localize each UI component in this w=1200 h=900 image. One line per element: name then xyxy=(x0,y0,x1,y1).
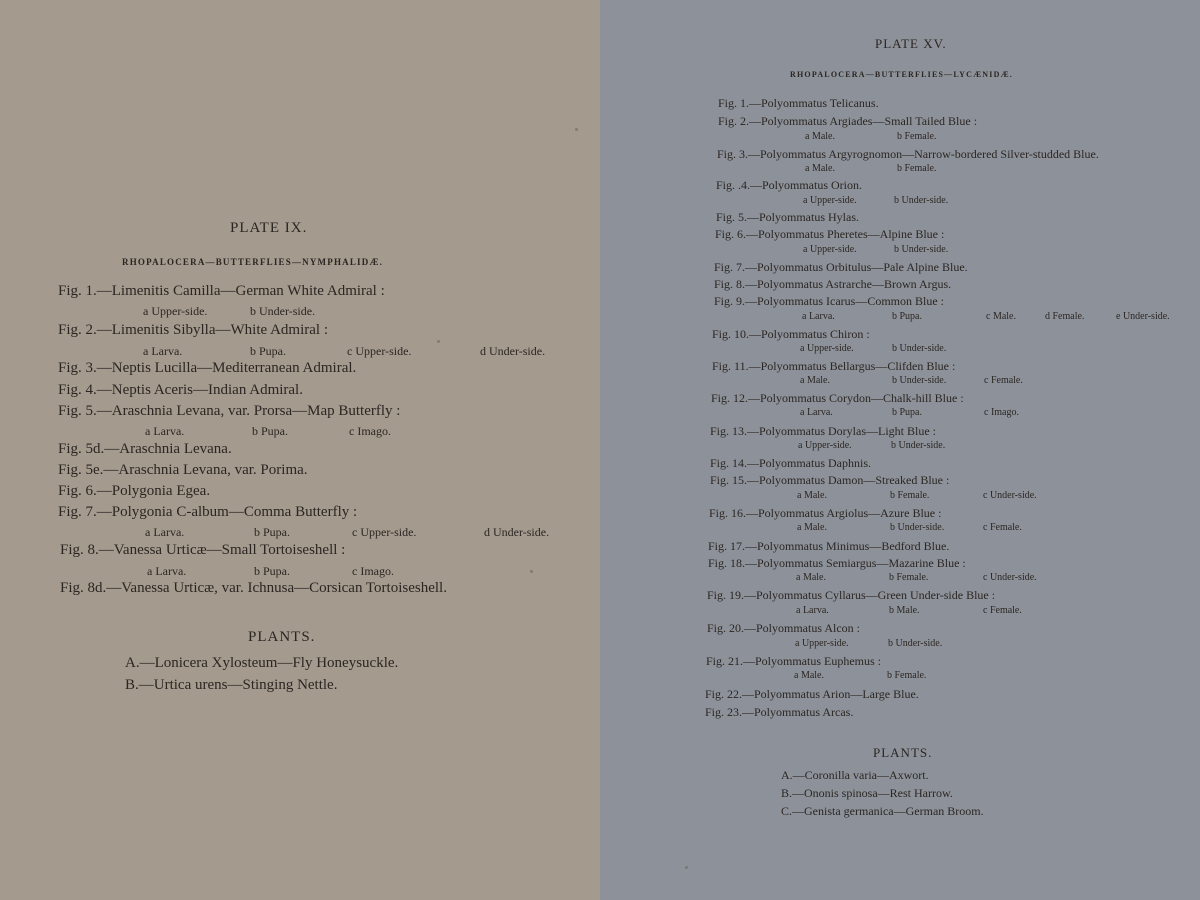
figure-subitem: b Female. xyxy=(887,670,927,681)
figure-subitem: a Male. xyxy=(800,375,830,386)
figure-subitem: c Upper-side. xyxy=(352,525,417,539)
figure-line: Fig. 23.—Polyommatus Arcas. xyxy=(705,705,854,719)
figure-line: Fig. 5d.—Araschnia Levana. xyxy=(58,441,232,457)
figure-subitem: b Under-side. xyxy=(894,244,949,255)
figure-subitem: a Larva. xyxy=(796,605,829,616)
figure-subitem: a Upper-side. xyxy=(800,343,854,354)
plant-line: B.—Urtica urens—Stinging Nettle. xyxy=(125,677,338,693)
figure-subitem: b Under-side. xyxy=(250,304,316,318)
figure-subitem: b Under-side. xyxy=(890,522,945,533)
figure-subitem: a Male. xyxy=(805,131,835,142)
figure-subitem: b Pupa. xyxy=(250,344,286,358)
plate-title: PLATE IX. xyxy=(230,220,308,236)
figure-subitem: a Upper-side. xyxy=(795,638,849,649)
figure-subitem: b Male. xyxy=(889,605,920,616)
figure-subitem: c Imago. xyxy=(349,424,391,438)
figure-line: Fig. 6.—Polyommatus Pheretes—Alpine Blue : xyxy=(715,227,945,241)
plants-heading: PLANTS. xyxy=(873,745,933,760)
figure-subitem: b Under-side. xyxy=(888,638,943,649)
figure-subitem: b Female. xyxy=(897,131,937,142)
plant-line: B.—Ononis spinosa—Rest Harrow. xyxy=(781,786,953,800)
figure-line: Fig. 4.—Neptis Aceris—Indian Admiral. xyxy=(58,382,303,398)
figure-subitem: a Larva. xyxy=(145,525,185,539)
plate-subtitle: RHOPALOCERA—BUTTERFLIES—LYCÆNIDÆ. xyxy=(790,70,1013,79)
figure-subitem: c Female. xyxy=(984,375,1023,386)
figure-subitem: c Upper-side. xyxy=(347,344,412,358)
figure-subitem: a Upper-side. xyxy=(798,440,852,451)
figure-subitem: b Female. xyxy=(897,163,937,174)
figure-line: Fig. 13.—Polyommatus Dorylas—Light Blue : xyxy=(710,424,937,438)
figure-line: Fig. 16.—Polyommatus Argiolus—Azure Blue : xyxy=(709,506,942,520)
figure-subitem: c Female. xyxy=(983,605,1022,616)
figure-line: Fig. 6.—Polygonia Egea. xyxy=(58,483,211,499)
figure-subitem: a Larva. xyxy=(800,407,833,418)
figure-line: Fig. 5.—Polyommatus Hylas. xyxy=(716,210,860,224)
plate-title: PLATE XV. xyxy=(875,36,947,51)
figure-subitem: a Larva. xyxy=(143,344,183,358)
figure-subitem: c Under-side. xyxy=(983,572,1037,583)
plant-line: A.—Lonicera Xylosteum—Fly Honeysuckle. xyxy=(125,655,399,671)
figure-line: Fig. 20.—Polyommatus Alcon : xyxy=(707,621,861,635)
figure-subitem: a Male. xyxy=(797,490,827,501)
figure-subitem: a Male. xyxy=(797,522,827,533)
figure-subitem: d Female. xyxy=(1045,311,1085,322)
figure-subitem: c Female. xyxy=(983,522,1022,533)
figure-subitem: c Under-side. xyxy=(983,490,1037,501)
figure-subitem: e Under-side. xyxy=(1116,311,1170,322)
figure-subitem: b Pupa. xyxy=(252,424,288,438)
figure-line: Fig. 5.—Araschnia Levana, var. Prorsa—Map Butterfly : xyxy=(58,403,401,419)
figure-subitem: a Male. xyxy=(794,670,824,681)
figure-subitem: b Female. xyxy=(889,572,929,583)
figure-line: Fig. 1.—Polyommatus Telicanus. xyxy=(718,96,879,110)
figure-line: Fig. 5e.—Araschnia Levana, var. Porima. xyxy=(58,462,308,478)
figure-subitem: c Imago. xyxy=(984,407,1019,418)
figure-line: Fig. 9.—Polyommatus Icarus—Common Blue : xyxy=(714,294,944,308)
figure-subitem: a Male. xyxy=(796,572,826,583)
figure-line: Fig. 15.—Polyommatus Damon—Streaked Blue : xyxy=(710,473,950,487)
figure-subitem: a Male. xyxy=(805,163,835,174)
plate-subtitle: RHOPALOCERA—BUTTERFLIES—NYMPHALIDÆ. xyxy=(122,257,384,267)
figure-subitem: b Under-side. xyxy=(894,195,949,206)
figure-subitem: b Pupa. xyxy=(892,407,922,418)
figure-line: Fig. 8d.—Vanessa Urticæ, var. Ichnusa—Corsican Tortoiseshell. xyxy=(60,580,447,596)
figure-subitem: b Pupa. xyxy=(892,311,922,322)
figure-line: Fig. 17.—Polyommatus Minimus—Bedford Blue. xyxy=(708,539,950,553)
figure-line: Fig. 1.—Limenitis Camilla—German White Admiral : xyxy=(58,283,385,299)
figure-line: Fig. 10.—Polyommatus Chiron : xyxy=(712,327,870,341)
figure-line: Fig. 19.—Polyommatus Cyllarus—Green Under-side Blue : xyxy=(707,588,996,602)
figure-line: Fig. 22.—Polyommatus Arion—Large Blue. xyxy=(705,687,919,701)
figure-line: Fig. 8.—Vanessa Urticæ—Small Tortoiseshell : xyxy=(60,542,346,558)
plants-heading: PLANTS. xyxy=(248,629,316,645)
figure-subitem: d Under-side. xyxy=(480,344,546,358)
figure-subitem: a Upper-side. xyxy=(803,244,857,255)
figure-line: Fig. 7.—Polygonia C-album—Comma Butterfly : xyxy=(58,504,358,520)
figure-subitem: b Pupa. xyxy=(254,525,290,539)
right-page xyxy=(600,0,1200,900)
figure-subitem: a Larva. xyxy=(147,564,187,578)
figure-line: Fig. 8.—Polyommatus Astrarche—Brown Argus. xyxy=(714,277,952,291)
figure-subitem: a Upper-side. xyxy=(803,195,857,206)
plant-line: A.—Coronilla varia—Axwort. xyxy=(781,768,929,782)
figure-line: Fig. 14.—Polyommatus Daphnis. xyxy=(710,456,872,470)
figure-subitem: b Under-side. xyxy=(892,343,947,354)
figure-subitem: d Under-side. xyxy=(484,525,550,539)
figure-subitem: b Female. xyxy=(890,490,930,501)
figure-subitem: a Larva. xyxy=(145,424,185,438)
plant-line: C.—Genista germanica—German Broom. xyxy=(781,804,984,818)
figure-line: Fig. 3.—Neptis Lucilla—Mediterranean Admiral. xyxy=(58,360,357,376)
figure-line: Fig. 18.—Polyommatus Semiargus—Mazarine Blue : xyxy=(708,556,966,570)
figure-subitem: b Under-side. xyxy=(891,440,946,451)
figure-subitem: a Larva. xyxy=(802,311,835,322)
figure-line: Fig. 2.—Limenitis Sibylla—White Admiral : xyxy=(58,322,328,338)
figure-line: Fig. .4.—Polyommatus Orion. xyxy=(716,178,863,192)
figure-line: Fig. 3.—Polyommatus Argyrognomon—Narrow-bordered Silver-studded Blue. xyxy=(717,147,1099,161)
figure-line: Fig. 12.—Polyommatus Corydon—Chalk-hill Blue : xyxy=(711,391,964,405)
figure-subitem: b Pupa. xyxy=(254,564,290,578)
figure-line: Fig. 21.—Polyommatus Euphemus : xyxy=(706,654,882,668)
figure-line: Fig. 11.—Polyommatus Bellargus—Clifden Blue : xyxy=(712,359,956,373)
figure-subitem: c Imago. xyxy=(352,564,394,578)
figure-line: Fig. 7.—Polyommatus Orbitulus—Pale Alpine Blue. xyxy=(714,260,968,274)
figure-subitem: b Under-side. xyxy=(892,375,947,386)
figure-line: Fig. 2.—Polyommatus Argiades—Small Tailed Blue : xyxy=(718,114,978,128)
figure-subitem: a Upper-side. xyxy=(143,304,208,318)
figure-subitem: c Male. xyxy=(986,311,1016,322)
